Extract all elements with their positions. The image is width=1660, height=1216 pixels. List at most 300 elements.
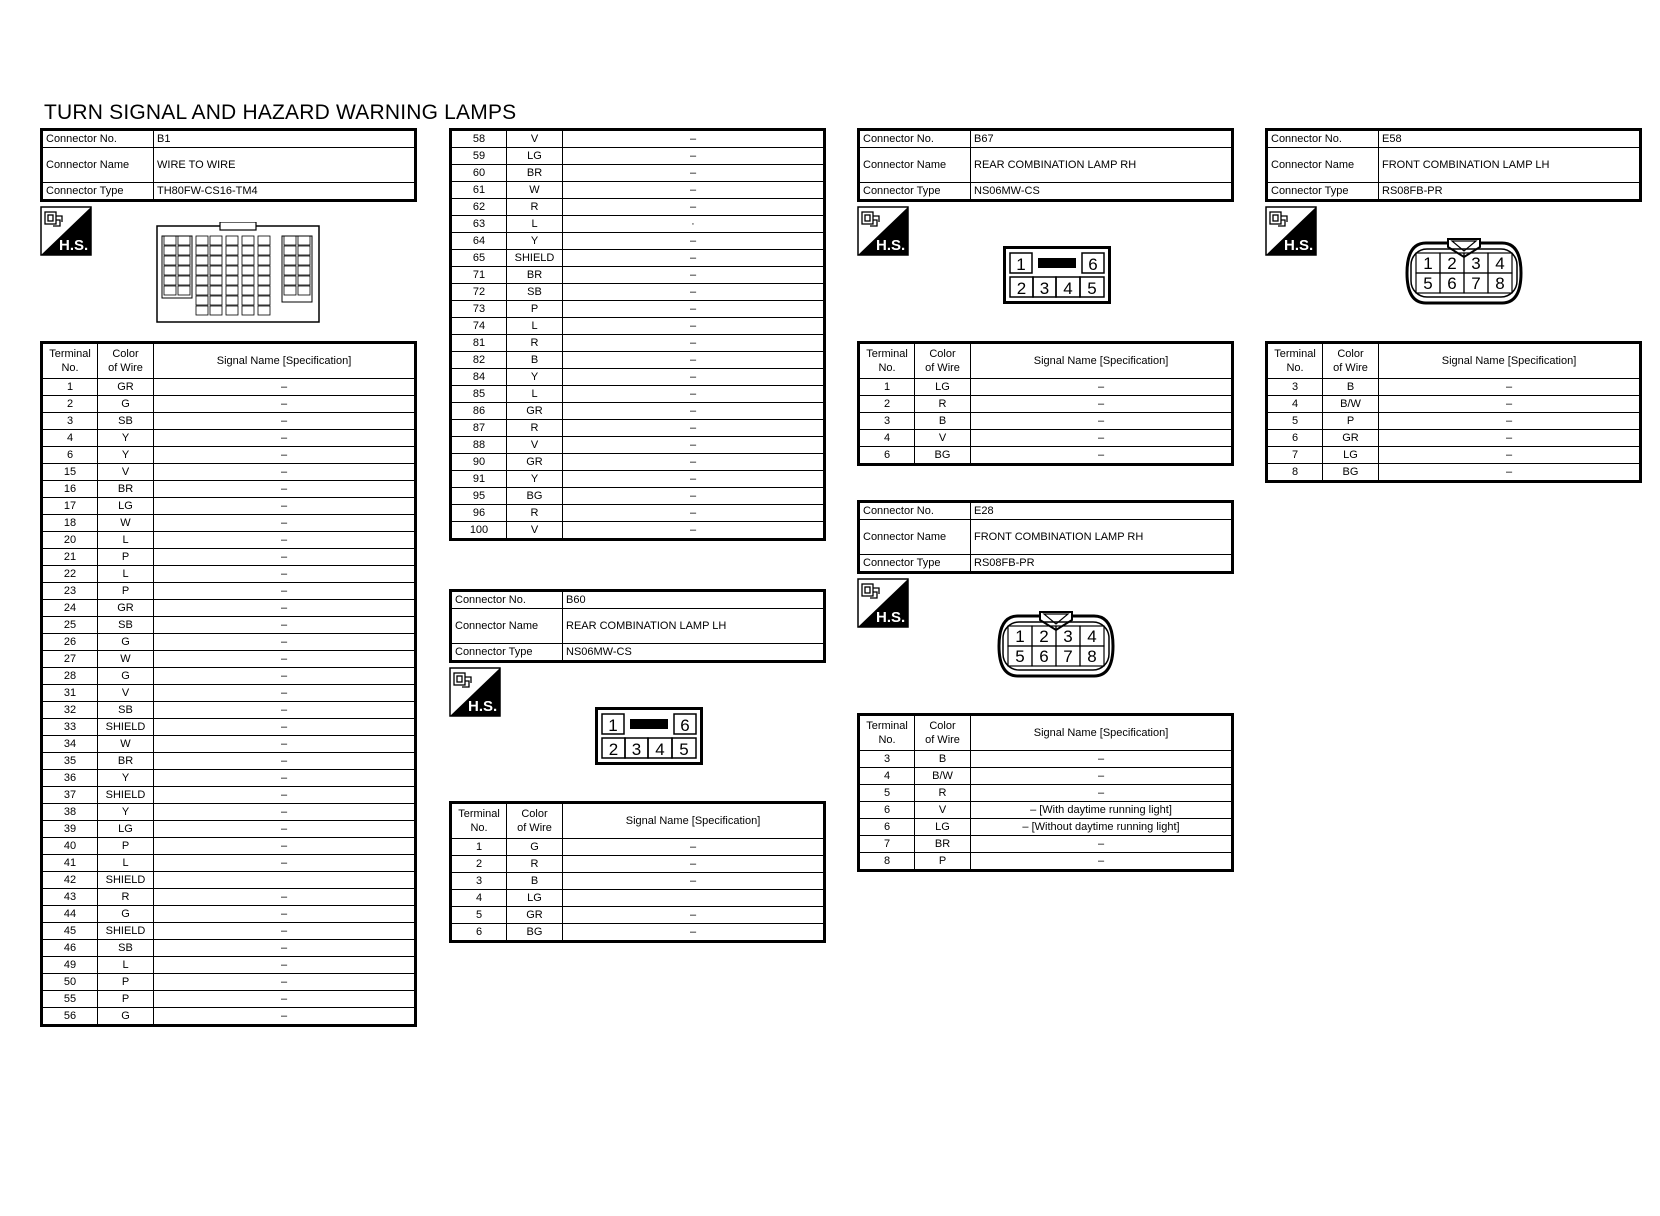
table-row: [451, 420, 825, 437]
signal-name-cell: –: [154, 906, 416, 923]
wire-color-cell: B: [1323, 379, 1379, 396]
table-row: [859, 853, 1233, 871]
table-row: [451, 505, 825, 522]
wire-color-cell: B: [915, 413, 971, 430]
terminal-no-cell: 2: [859, 396, 915, 413]
terminal-no-cell: 45: [42, 923, 98, 940]
signal-name-cell: –: [563, 182, 825, 199]
wire-color-cell: BG: [507, 924, 563, 942]
signal-name-cell: –: [563, 369, 825, 386]
connector-type-label: Connector Type: [42, 183, 154, 201]
table-row: [859, 819, 1233, 836]
connector-type-label: Connector Type: [1267, 183, 1379, 201]
terminal-no-cell: 85: [451, 386, 507, 403]
terminal-no-cell: 72: [451, 284, 507, 301]
signal-name-cell: –: [563, 522, 825, 540]
wire-color-cell: SHIELD: [507, 250, 563, 267]
hs-label: H.S.: [1284, 237, 1314, 254]
table-row: [42, 753, 416, 770]
hs-label: H.S.: [59, 237, 89, 254]
color-of-wire-header: Color of Wire: [915, 343, 971, 379]
signal-name-cell: –: [154, 940, 416, 957]
wire-color-cell: L: [98, 855, 154, 872]
table-row: [42, 464, 416, 481]
signal-name-cell: –: [563, 386, 825, 403]
connector-b1-panel: [40, 128, 417, 202]
terminal-no-cell: 50: [42, 974, 98, 991]
signal-name-cell: –: [1379, 464, 1641, 482]
wire-color-cell: BR: [915, 836, 971, 853]
hs-icon: [40, 206, 92, 261]
terminal-no-cell: 63: [451, 216, 507, 233]
svg-text:3: 3: [631, 740, 642, 759]
color-of-wire-header: Color of Wire: [915, 715, 971, 751]
signal-name-cell: –: [563, 250, 825, 267]
wire-color-cell: SB: [507, 284, 563, 301]
terminal-no-cell: 39: [42, 821, 98, 838]
table-row: [42, 770, 416, 787]
pin-row-bottom: [1416, 273, 1512, 293]
terminal-no-cell: 6: [1267, 430, 1323, 447]
signal-name-cell: –: [154, 838, 416, 855]
pin-label: 6: [1088, 255, 1098, 274]
connector-b67-info: [857, 128, 1234, 202]
wire-color-cell: G: [98, 668, 154, 685]
signal-name-cell: –: [563, 505, 825, 522]
signal-name-cell: –: [154, 753, 416, 770]
table-row: [859, 836, 1233, 853]
signal-name-cell: –: [563, 454, 825, 471]
terminal-no-cell: 1: [42, 379, 98, 396]
terminal-no-cell: 3: [1267, 379, 1323, 396]
table-row: [42, 787, 416, 804]
wire-color-cell: SB: [98, 413, 154, 430]
wire-color-cell: LG: [915, 819, 971, 836]
signal-name-cell: –: [971, 430, 1233, 447]
terminal-no-cell: 42: [42, 872, 98, 889]
terminal-no-cell: 16: [42, 481, 98, 498]
terminal-no-cell: 6: [859, 447, 915, 465]
table-row: [451, 352, 825, 369]
terminal-no-cell: 6: [859, 819, 915, 836]
signal-name-cell: –: [154, 532, 416, 549]
connector-name-value: WIRE TO WIRE: [154, 148, 416, 183]
signal-name-cell: –: [1379, 396, 1641, 413]
signal-name-cell: –: [563, 165, 825, 182]
signal-name-cell: –: [563, 488, 825, 505]
table-row: [859, 430, 1233, 447]
signal-name-header: Signal Name [Specification]: [971, 715, 1233, 751]
color-of-wire-header: Color of Wire: [98, 343, 154, 379]
wire-color-cell: W: [98, 651, 154, 668]
connector-no-value: B1: [154, 130, 416, 148]
signal-name-cell: –: [563, 839, 825, 856]
wire-color-cell: G: [507, 839, 563, 856]
table-row: [451, 165, 825, 182]
connector-b67-face-diagram: [1003, 246, 1111, 304]
connector-name-value: REAR COMBINATION LAMP LH: [563, 609, 825, 644]
wire-color-cell: V: [507, 130, 563, 148]
connector-no-value: E28: [971, 502, 1233, 520]
wire-color-cell: R: [507, 420, 563, 437]
signal-name-cell: –: [154, 685, 416, 702]
table-row: [859, 751, 1233, 768]
signal-name-cell: –: [1379, 413, 1641, 430]
connector-name-label: Connector Name: [451, 609, 563, 644]
svg-text:4: 4: [1063, 279, 1073, 298]
connector-e58-info: [1265, 128, 1642, 202]
signal-name-cell: –: [154, 974, 416, 991]
terminal-no-cell: 7: [859, 836, 915, 853]
terminal-no-cell: 74: [451, 318, 507, 335]
terminal-no-cell: 23: [42, 583, 98, 600]
connector-type-value: NS06MW-CS: [563, 644, 825, 662]
wire-color-cell: SB: [98, 617, 154, 634]
signal-name-cell: – [With daytime running light]: [971, 802, 1233, 819]
wire-color-cell: BR: [98, 481, 154, 498]
signal-name-cell: –: [154, 702, 416, 719]
signal-name-cell: –: [1379, 447, 1641, 464]
pin-label: 1: [1016, 255, 1026, 274]
connector-name-label: Connector Name: [859, 520, 971, 555]
signal-name-cell: –: [563, 199, 825, 216]
svg-text:4: 4: [1495, 254, 1505, 273]
table-row: [451, 437, 825, 454]
terminal-no-cell: 28: [42, 668, 98, 685]
signal-name-cell: –: [971, 447, 1233, 465]
wire-color-cell: W: [98, 515, 154, 532]
connector-b1-face-diagram: [156, 222, 321, 324]
connector-type-label: Connector Type: [859, 183, 971, 201]
connector-type-value: NS06MW-CS: [971, 183, 1233, 201]
signal-name-cell: –: [563, 352, 825, 369]
signal-name-cell: –: [563, 301, 825, 318]
connector-name-value: FRONT COMBINATION LAMP LH: [1379, 148, 1641, 183]
svg-text:3: 3: [1063, 627, 1073, 646]
color-of-wire-header: Color of Wire: [507, 803, 563, 839]
wire-color-cell: W: [507, 182, 563, 199]
wire-color-cell: LG: [98, 498, 154, 515]
terminal-no-cell: 4: [451, 890, 507, 907]
wire-color-cell: V: [915, 802, 971, 819]
hs-label: H.S.: [468, 698, 498, 715]
svg-text:4: 4: [655, 740, 665, 759]
terminal-no-cell: 32: [42, 702, 98, 719]
wire-color-cell: SB: [98, 940, 154, 957]
table-row: [42, 583, 416, 600]
terminal-no-cell: 4: [859, 768, 915, 785]
svg-text:1: 1: [1423, 254, 1433, 273]
terminal-no-cell: 81: [451, 335, 507, 352]
terminal-no-cell: 21: [42, 549, 98, 566]
table-row: [451, 199, 825, 216]
signal-name-cell: –: [154, 651, 416, 668]
signal-name-cell: –: [971, 853, 1233, 871]
table-row: [451, 403, 825, 420]
table-row: [42, 634, 416, 651]
table-row: [42, 804, 416, 821]
table-row: [451, 130, 825, 148]
svg-text:6: 6: [1447, 274, 1457, 293]
table-row: [451, 471, 825, 488]
signal-name-cell: –: [154, 600, 416, 617]
svg-text:2: 2: [608, 740, 619, 759]
signal-name-cell: –: [971, 768, 1233, 785]
wire-color-cell: GR: [98, 379, 154, 396]
wire-color-cell: B: [915, 751, 971, 768]
terminal-no-cell: 18: [42, 515, 98, 532]
signal-name-cell: –: [563, 335, 825, 352]
signal-name-cell: –: [971, 379, 1233, 396]
connector-b60-terminal-table: [449, 801, 826, 943]
signal-name-cell: –: [154, 430, 416, 447]
terminal-no-cell: 2: [42, 396, 98, 413]
svg-text:2: 2: [1447, 254, 1457, 273]
terminal-no-cell: 60: [451, 165, 507, 182]
terminal-no-cell: 4: [859, 430, 915, 447]
terminal-no-cell: 3: [42, 413, 98, 430]
table-row: [451, 839, 825, 856]
table-row: [42, 651, 416, 668]
signal-name-cell: –: [154, 668, 416, 685]
signal-name-cell: –: [154, 396, 416, 413]
signal-name-cell: [154, 872, 416, 889]
connector-e28-terminal-table: [857, 713, 1234, 872]
wire-color-cell: P: [507, 301, 563, 318]
signal-name-cell: –: [154, 821, 416, 838]
signal-name-cell: –: [154, 770, 416, 787]
table-row: [42, 481, 416, 498]
wire-color-cell: Y: [507, 233, 563, 250]
connector-type-label: Connector Type: [451, 644, 563, 662]
signal-name-cell: ·: [563, 216, 825, 233]
terminal-no-cell: 95: [451, 488, 507, 505]
table-row: [42, 447, 416, 464]
table-row: [451, 856, 825, 873]
signal-name-cell: – [Without daytime running light]: [971, 819, 1233, 836]
terminal-no-header: Terminal No.: [1267, 343, 1323, 379]
table-row: [451, 522, 825, 540]
terminal-no-header: Terminal No.: [451, 803, 507, 839]
wire-color-cell: LG: [507, 148, 563, 165]
table-row: [42, 719, 416, 736]
terminal-no-cell: 4: [1267, 396, 1323, 413]
wire-color-cell: V: [507, 437, 563, 454]
signal-name-cell: –: [563, 907, 825, 924]
table-row: [859, 413, 1233, 430]
table-row: [451, 148, 825, 165]
connector-name-label: Connector Name: [859, 148, 971, 183]
wire-color-cell: R: [98, 889, 154, 906]
color-of-wire-header: Color of Wire: [1323, 343, 1379, 379]
wire-color-cell: SHIELD: [98, 872, 154, 889]
wire-color-cell: V: [507, 522, 563, 540]
terminal-no-cell: 84: [451, 369, 507, 386]
wire-color-cell: V: [98, 464, 154, 481]
wire-color-cell: Y: [507, 369, 563, 386]
wire-color-cell: R: [915, 785, 971, 802]
signal-name-cell: –: [971, 751, 1233, 768]
table-row: [42, 617, 416, 634]
connector-no-value: E58: [1379, 130, 1641, 148]
svg-text:4: 4: [1087, 627, 1097, 646]
signal-name-cell: –: [971, 396, 1233, 413]
terminal-no-cell: 3: [451, 873, 507, 890]
connector-b60-info: [449, 589, 826, 663]
connector-name-label: Connector Name: [42, 148, 154, 183]
table-row: [42, 515, 416, 532]
signal-name-cell: –: [1379, 379, 1641, 396]
terminal-no-cell: 25: [42, 617, 98, 634]
signal-name-cell: –: [563, 420, 825, 437]
signal-name-cell: –: [154, 957, 416, 974]
table-row: [42, 379, 416, 396]
signal-name-cell: –: [563, 267, 825, 284]
connector-name-value: FRONT COMBINATION LAMP RH: [971, 520, 1233, 555]
connector-name-value: REAR COMBINATION LAMP RH: [971, 148, 1233, 183]
svg-text:8: 8: [1087, 647, 1097, 666]
signal-name-cell: –: [154, 379, 416, 396]
table-row: [451, 890, 825, 907]
signal-name-cell: [563, 890, 825, 907]
connector-no-label: Connector No.: [42, 130, 154, 148]
wire-color-cell: BR: [507, 165, 563, 182]
signal-name-cell: –: [154, 991, 416, 1008]
hs-label: H.S.: [876, 609, 906, 626]
signal-name-cell: –: [154, 498, 416, 515]
table-row: [1267, 464, 1641, 482]
terminal-no-cell: 33: [42, 719, 98, 736]
wire-color-cell: G: [98, 634, 154, 651]
table-row: [42, 923, 416, 940]
wire-color-cell: B: [507, 873, 563, 890]
wire-color-cell: P: [98, 974, 154, 991]
terminal-no-cell: 3: [859, 413, 915, 430]
terminal-no-cell: 1: [859, 379, 915, 396]
hs-icon: [1265, 206, 1317, 261]
terminal-no-cell: 22: [42, 566, 98, 583]
wire-color-cell: L: [507, 386, 563, 403]
wire-color-cell: GR: [507, 907, 563, 924]
wire-color-cell: LG: [915, 379, 971, 396]
terminal-no-cell: 58: [451, 130, 507, 148]
signal-name-cell: –: [154, 1008, 416, 1026]
wire-color-cell: GR: [98, 600, 154, 617]
wire-color-cell: BG: [507, 488, 563, 505]
wire-color-cell: R: [507, 505, 563, 522]
terminal-no-cell: 90: [451, 454, 507, 471]
wire-color-cell: BR: [98, 753, 154, 770]
wire-color-cell: V: [98, 685, 154, 702]
wire-color-cell: G: [98, 1008, 154, 1026]
connector-type-value: TH80FW-CS16-TM4: [154, 183, 416, 201]
wire-color-cell: Y: [98, 804, 154, 821]
signal-name-cell: –: [154, 447, 416, 464]
wire-color-cell: L: [98, 957, 154, 974]
table-row: [42, 1008, 416, 1026]
signal-name-cell: –: [154, 617, 416, 634]
svg-text:3: 3: [1471, 254, 1481, 273]
wire-color-cell: P: [98, 549, 154, 566]
svg-text:5: 5: [1087, 279, 1097, 298]
terminal-no-cell: 43: [42, 889, 98, 906]
terminal-no-cell: 15: [42, 464, 98, 481]
wire-color-cell: GR: [507, 454, 563, 471]
wire-color-cell: B: [507, 352, 563, 369]
table-row: [42, 600, 416, 617]
hs-icon: [857, 578, 909, 633]
table-row: [42, 532, 416, 549]
wire-color-cell: LG: [507, 890, 563, 907]
terminal-no-cell: 46: [42, 940, 98, 957]
wire-color-cell: Y: [507, 471, 563, 488]
table-row: [451, 386, 825, 403]
wire-color-cell: BG: [1323, 464, 1379, 482]
wire-color-cell: R: [507, 856, 563, 873]
table-row: [859, 768, 1233, 785]
wire-color-cell: P: [1323, 413, 1379, 430]
terminal-no-cell: 36: [42, 770, 98, 787]
terminal-no-cell: 73: [451, 301, 507, 318]
connector-b60-face-diagram: [595, 707, 703, 765]
wire-color-cell: SHIELD: [98, 719, 154, 736]
table-row: [451, 488, 825, 505]
connector-no-value: B67: [971, 130, 1233, 148]
signal-name-cell: –: [563, 924, 825, 942]
table-row: [451, 233, 825, 250]
terminal-no-cell: 40: [42, 838, 98, 855]
signal-name-header: Signal Name [Specification]: [154, 343, 416, 379]
signal-name-cell: –: [154, 549, 416, 566]
table-row: [42, 957, 416, 974]
connector-e28-info: [857, 500, 1234, 574]
table-row: [859, 447, 1233, 465]
table-row: [42, 974, 416, 991]
table-row: [42, 566, 416, 583]
signal-name-cell: –: [154, 804, 416, 821]
pin-label: 1: [608, 716, 618, 735]
table-row: [859, 396, 1233, 413]
terminal-no-cell: 55: [42, 991, 98, 1008]
signal-name-cell: –: [154, 413, 416, 430]
wire-color-cell: R: [507, 335, 563, 352]
table-row: [451, 907, 825, 924]
terminal-no-cell: 41: [42, 855, 98, 872]
signal-name-cell: –: [1379, 430, 1641, 447]
pin-row-bottom: [1008, 646, 1104, 666]
terminal-no-header: Terminal No.: [42, 343, 98, 379]
table-row: [42, 991, 416, 1008]
table-row: [451, 250, 825, 267]
signal-name-cell: –: [971, 836, 1233, 853]
signal-name-header: Signal Name [Specification]: [1379, 343, 1641, 379]
wire-color-cell: Y: [98, 770, 154, 787]
connector-b1-info: [40, 128, 417, 202]
pin-label: 6: [680, 716, 690, 735]
page-title: TURN SIGNAL AND HAZARD WARNING LAMPS: [44, 101, 517, 124]
svg-text:2: 2: [1016, 279, 1027, 298]
wire-color-cell: GR: [1323, 430, 1379, 447]
connector-e58-terminal-table: [1265, 341, 1642, 483]
table-row: [1267, 379, 1641, 396]
signal-name-header: Signal Name [Specification]: [563, 803, 825, 839]
signal-name-cell: –: [154, 515, 416, 532]
signal-name-cell: –: [563, 318, 825, 335]
table-row: [42, 702, 416, 719]
terminal-no-cell: 61: [451, 182, 507, 199]
latch: [1038, 258, 1076, 268]
signal-name-cell: –: [154, 923, 416, 940]
